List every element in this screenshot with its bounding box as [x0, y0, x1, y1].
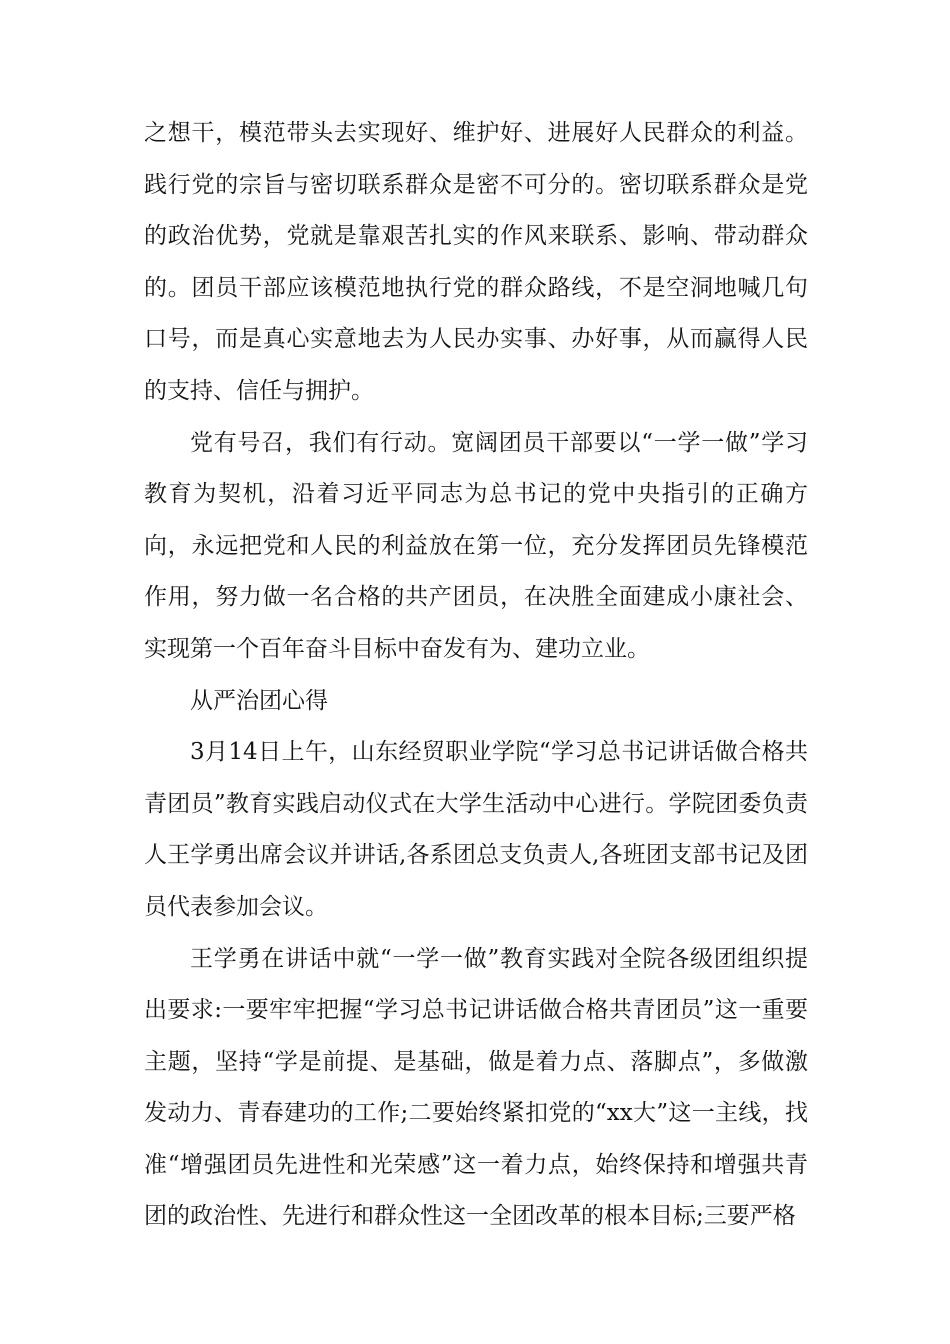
paragraph-continuation: 之想干，模范带头去实现好、维护好、进展好人民群众的利益。践行党的宗旨与密切联系群众是密不可分的。密切联系群众是党的政治优势，党就是靠艰苦扎实的作风来联系、影响、带动群众的。团员干部应该模范地执行党的群众路线，不是空洞地喊几句口号，而是真心实意地去为人民办实事、办好事，从而赢得人民的支持、信任与拥护。 [144, 120, 808, 404]
section-heading: 从严治团心得 [190, 687, 328, 714]
paragraph-speech-requirements: 王学勇在讲话中就“一学一做”教育实践对全院各级团组织提出要求:一要牢牢把握“学习总书记讲话做合格共青团员”这一重要主题，坚持“学是前提、是基础，做是着力点、落脚点”，多做激发动力、青春建功的工作;二要始终紧扣党的“xx大”这一主线，找准“增强团员先进性和光荣感”这一着力点，始终保持和增强共青团的政治性、先进行和群众性这一全团改革的根本目标;三要严格 [144, 945, 808, 1230]
paragraph-call-to-action: 党有号召，我们有行动。宽阔团员干部要以“一学一做”学习教育为契机，沿着习近平同志为总书记的党中央指引的正确方向，永远把党和人民的利益放在第一位，充分发挥团员先锋模范作用，努力做一名合格的共产团员，在决胜全面建成小康社会、实现第一个百年奋斗目标中奋发有为、建功立业。 [144, 429, 808, 662]
document-body [144, 108, 808, 1243]
paragraph-event-report: 3月14日上午，山东经贸职业学院“学习总书记讲话做合格共青团员”教育实践启动仪式在大学生活动中心进行。学院团委负责人王学勇出席会议并讲话,各系团总支负责人,各班团支部书记及团员代表参加会议。 [144, 739, 808, 920]
